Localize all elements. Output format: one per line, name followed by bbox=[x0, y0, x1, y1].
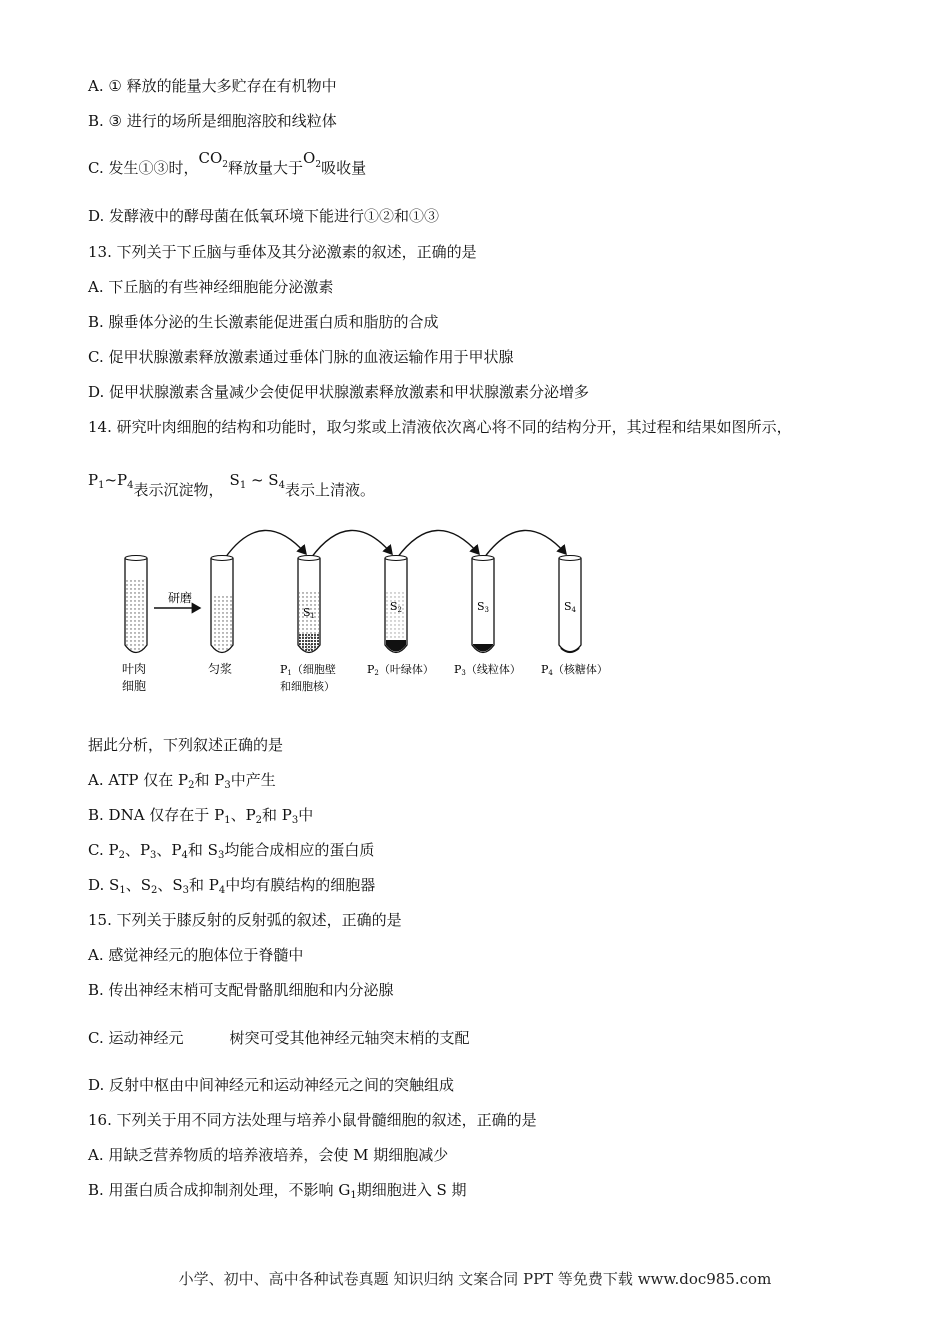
transfer-arrow-2 bbox=[311, 530, 392, 558]
q15-option-d: D. 反射中枢由中间神经元和运动神经元之间的突触组成 bbox=[88, 1076, 455, 1094]
footer-banner: 小学、初中、高中各种试卷真题 知识归纳 文案合同 PPT 等免费下载 www.doc985.com bbox=[178, 1270, 772, 1288]
q12-option-c-prefix: C. 发生①③时， bbox=[88, 159, 199, 177]
q14-analysis: 据此分析，下列叙述正确的是 bbox=[88, 736, 284, 754]
p1-label-line1: P1（细胞壁 bbox=[280, 663, 336, 677]
precip-text: 表示沉淀物， bbox=[133, 481, 224, 499]
super-text: 表示上清液。 bbox=[284, 481, 375, 499]
leaf-cell-label-1: 叶肉 bbox=[122, 662, 147, 676]
q14-option-d: D. $S_1$、$S_2$、$S_3$和 $P_4$中均有膜结构的细胞器 bbox=[88, 876, 376, 896]
q12-option-c-mid: 释放量大于 bbox=[228, 159, 304, 177]
transfer-arrow-4 bbox=[484, 530, 566, 558]
q12-option-a: A. ① 释放的能量大多贮存在有机物中 bbox=[88, 77, 337, 95]
q12-option-c bbox=[88, 149, 367, 185]
q13-option-b: B. 腺垂体分泌的生长激素能促进蛋白质和脂肪的合成 bbox=[88, 313, 439, 331]
p2-label: P2（叶绿体） bbox=[367, 663, 434, 677]
tube-s3-p3 bbox=[472, 556, 494, 653]
transfer-arrow-3 bbox=[397, 530, 479, 558]
p4-label: P4（核糖体） bbox=[541, 663, 608, 677]
q12-option-d: D. 发酵液中的酵母菌在低氧环境下能进行①②和①③ bbox=[88, 207, 440, 225]
transfer-arrow-1 bbox=[225, 530, 306, 558]
s1-label: S1 bbox=[303, 606, 316, 620]
leaf-cell-label-2: 细胞 bbox=[122, 679, 147, 693]
q12-option-c-suffix: 吸收量 bbox=[321, 159, 367, 177]
grind-label: 研磨 bbox=[168, 591, 193, 605]
q15-stem: 15. 下列关于膝反射的反射弧的叙述，正确的是 bbox=[88, 911, 402, 929]
q13-option-a: A. 下丘脑的有些神经细胞能分泌激素 bbox=[88, 278, 334, 296]
s2-label: S2 bbox=[390, 600, 403, 614]
s3-label: S3 bbox=[477, 600, 490, 614]
q14-option-a: A. ATP 仅在 $P_2$和 $P_3$中产生 bbox=[88, 771, 276, 791]
q14-stem: 14. 研究叶肉细胞的结构和功能时，取匀浆或上清液依次离心将不同的结构分开，其过程和结果如图所示， bbox=[88, 418, 792, 436]
co2-formula: $CO_2$ bbox=[198, 149, 228, 170]
s4-label: S4 bbox=[564, 600, 577, 614]
q15-option-b: B. 传出神经末梢可支配骨骼肌细胞和内分泌腺 bbox=[88, 981, 394, 999]
q13-option-c: C. 促甲状腺激素释放激素通过垂体门脉的血液运输作用于甲状腺 bbox=[88, 348, 514, 366]
q14-legend bbox=[88, 471, 375, 506]
p-range: $P_1\sim P_4$ bbox=[88, 471, 134, 491]
p1-label-line2: 和细胞核） bbox=[280, 680, 335, 693]
q13-option-d: D. 促甲状腺激素含量减少会使促甲状腺激素释放激素和甲状腺激素分泌增多 bbox=[88, 383, 590, 401]
q15-option-a: A. 感觉神经元的胞体位于脊髓中 bbox=[88, 946, 304, 964]
q16-option-a: A. 用缺乏营养物质的培养液培养，会使 M 期细胞减少 bbox=[88, 1146, 449, 1164]
tube-s4-p4 bbox=[559, 556, 581, 653]
centrifugation-figure bbox=[110, 520, 630, 700]
s-range: $S_1$ ~ $S_4$ bbox=[229, 471, 285, 491]
q13-stem: 13. 下列关于下丘脑与垂体及其分泌激素的叙述，正确的是 bbox=[88, 243, 477, 261]
p3-label: P3（线粒体） bbox=[454, 663, 521, 677]
q14-option-b: B. DNA 仅存在于 $P_1$、$P_2$和 $P_3$中 bbox=[88, 806, 314, 826]
q15-option-c: C. 运动神经元 树突可受其他神经元轴突末梢的支配 bbox=[88, 1029, 470, 1047]
homogenate-label: 匀浆 bbox=[208, 662, 233, 676]
o2-formula: $O_2$ bbox=[303, 149, 322, 170]
tube-s2-p2 bbox=[385, 556, 407, 653]
q14-option-c: C. $P_2$、$P_3$、$P_4$和 $S_3$均能合成相应的蛋白质 bbox=[88, 841, 375, 861]
tube-s1-p1 bbox=[298, 556, 320, 653]
q12-option-b: B. ③ 进行的场所是细胞溶胶和线粒体 bbox=[88, 112, 337, 130]
leaf-cell-tube bbox=[125, 556, 147, 653]
q16-option-b: B. 用蛋白质合成抑制剂处理，不影响 $G_1$期细胞进入 S 期 bbox=[88, 1181, 467, 1201]
homogenate-tube bbox=[211, 556, 233, 653]
q16-stem: 16. 下列关于用不同方法处理与培养小鼠骨髓细胞的叙述，正确的是 bbox=[88, 1111, 537, 1129]
